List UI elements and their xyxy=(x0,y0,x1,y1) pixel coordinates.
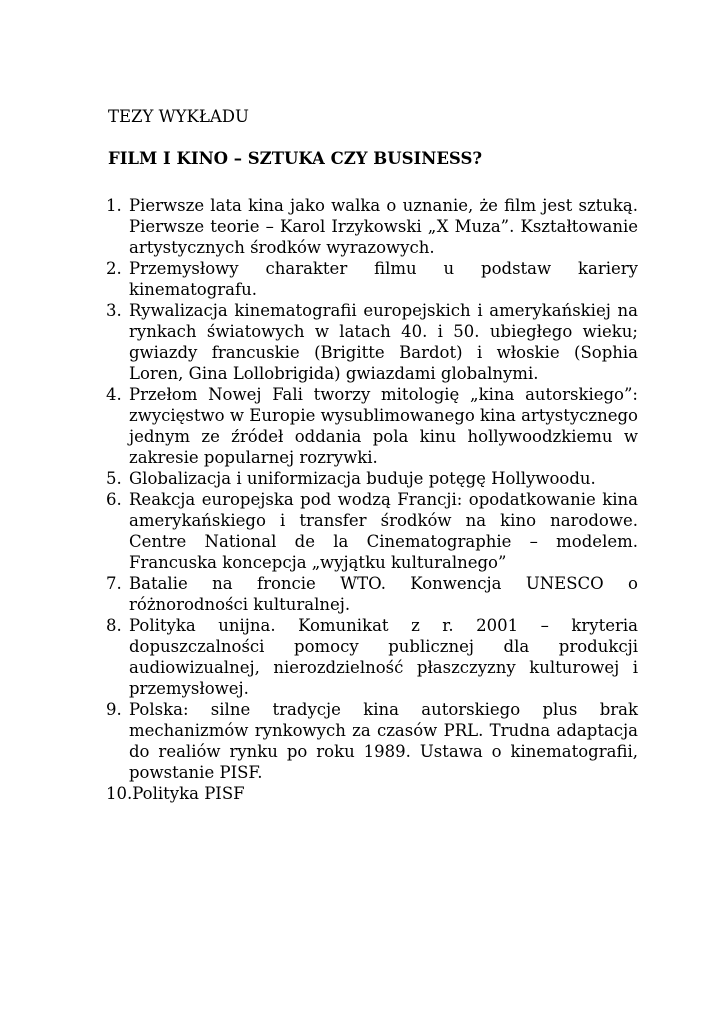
thesis-number: 2. xyxy=(106,259,122,278)
thesis-text: Przełom Nowej Fali tworzy mitologię „kina autorskiego”: zwycięstwo w Europie wysublimowanego kina artystycznego jednym ze źródeł oddania pola kinu hollywoodzkiemu w zakresie popularnej rozrywki. xyxy=(129,385,638,467)
thesis-text: Polityka PISF xyxy=(132,784,245,803)
thesis-text: Przemysłowy charakter filmu u podstaw kariery kinematografu. xyxy=(129,259,638,299)
thesis-number: 5. xyxy=(106,469,122,488)
thesis-number: 9. xyxy=(106,700,122,719)
thesis-text: Reakcja europejska pod wodzą Francji: opodatkowanie kina amerykańskiego i transfer środków na kino narodowe. Centre National de la Cinematographie – modelem. Francuska koncepcja „wyjątku kulturalnego” xyxy=(129,490,638,572)
thesis-text: Globalizacja i uniformizacja buduje potęgę Hollywoodu. xyxy=(129,469,596,488)
thesis-number: 1. xyxy=(106,196,122,215)
thesis-text: Polska: silne tradycje kina autorskiego plus brak mechanizmów rynkowych za czasów PRL. Trudna adaptacja do realiów rynku po roku 1989. Ustawa o kinematografii, powstanie PISF. xyxy=(129,700,638,782)
thesis-number: 10. xyxy=(106,784,133,803)
thesis-item-5 xyxy=(106,468,638,489)
thesis-text: Polityka unijna. Komunikat z r. 2001 – kryteria dopuszczalności pomocy publicznej dla produkcji audiowizualnej, nierozdzielność płaszczyzny kulturowej i przemysłowej. xyxy=(129,616,638,698)
thesis-number: 7. xyxy=(106,574,122,593)
theses-list xyxy=(106,195,638,804)
document-title: FILM I KINO – SZTUKA CZY BUSINESS? xyxy=(108,149,483,168)
thesis-item-8 xyxy=(106,615,638,699)
thesis-item-6 xyxy=(106,489,638,573)
thesis-number: 3. xyxy=(106,301,122,320)
thesis-text: Rywalizacja kinematografii europejskich i amerykańskiej na rynkach światowych w latach 40. i 50. ubiegłego wieku; gwiazdy francuskie (Brigitte Bardot) i włoskie (Sophia Loren, Gina Lollobrigida) gwiazdami globalnymi. xyxy=(129,301,638,383)
thesis-number: 8. xyxy=(106,616,122,635)
thesis-number: 6. xyxy=(106,490,122,509)
thesis-item-2 xyxy=(106,258,638,300)
thesis-item-4 xyxy=(106,384,638,468)
thesis-item-9 xyxy=(106,699,638,783)
thesis-item-1 xyxy=(106,195,638,258)
thesis-text: Pierwsze lata kina jako walka o uznanie, że film jest sztuką. Pierwsze teorie – Karol Irzykowski „X Muza”. Kształtowanie artystycznych środków wyrazowych. xyxy=(129,196,638,257)
thesis-item-10 xyxy=(106,783,638,804)
thesis-item-3 xyxy=(106,300,638,384)
thesis-text: Batalie na froncie WTO. Konwencja UNESCO o różnorodności kulturalnej. xyxy=(129,574,638,614)
thesis-item-7 xyxy=(106,573,638,615)
document-label: TEZY WYKŁADU xyxy=(108,107,249,126)
thesis-number: 4. xyxy=(106,385,122,404)
